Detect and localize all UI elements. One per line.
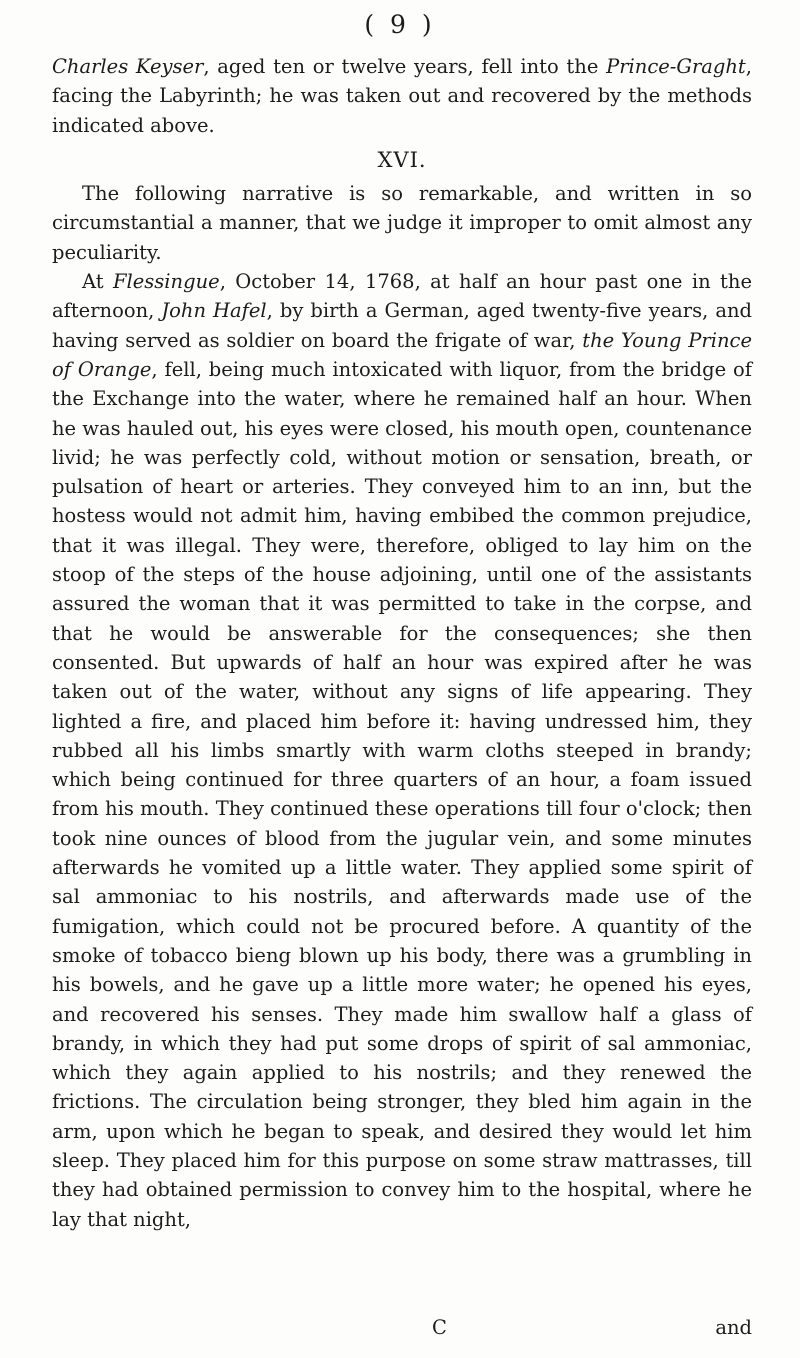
paragraph-intro: The following narrative is so remarkable, and written in so circumstantial a manner, that we judge it improper to omit almost any peculiarity. xyxy=(52,182,752,264)
text-run: At xyxy=(82,270,113,294)
place-name: Prince-Graght xyxy=(606,55,746,78)
ship-name: the Young Prince of Orange xyxy=(52,328,752,381)
person-name: John Hafel xyxy=(161,299,267,323)
catchword: and xyxy=(715,1316,752,1339)
paragraph-hafel-narrative xyxy=(52,267,752,1234)
body-text xyxy=(52,52,752,1234)
text-run: , fell, being much intoxicated with liquor, from the bridge of the Exchange into the water, where he remained half an hour. When he was hauled out, his eyes were closed, his mouth open, countenance livid; he was perfectly cold, without motion or sensation, breath, or pulsation of heart or arteries. They conveyed him to an inn, but the hostess would not admit him, having embibed the common prejudice, that it was illegal. They were, therefore, obliged to lay him on the stoop of the steps of the house adjoining, until one of the assistants assured the woman that it was permitted to take in the corpse, and that he would be answerable for the consequences; she then consented. But upwards of half an hour was expired after he was taken out of the water, without any signs of life appearing. They lighted a fire, and placed him before it: having undressed him, they rubbed all his limbs smartly with warm cloths steeped in brandy; which being continued for three quarters of an hour, a foam issued from his mouth. They continued these operations till four o'clock; then took nine ounces of blood from the jugular vein, and some minutes afterwards he vomited up a little water. They applied some spirit of sal ammoniac to his nostrils, and afterwards made use of the fumigation, which could not be procured before. A quantity of the smoke of tobacco bieng blown up his body, there was a grumbling in his bowels, and he gave up a little more water; he opened his eyes, and recovered his senses. They made him swallow half a glass of brandy, in which they had put some drops of spirit of sal ammoniac, which they again applied to his nostrils; and they renewed the frictions. The circulation being stronger, they bled him again in the arm, upon which he began to speak, and desired they would let him sleep. They placed him for this purpose on some straw mattrasses, till they had obtained permission to convey him to the hospital, where he lay that night, xyxy=(52,357,752,1231)
signature-mark: C xyxy=(432,1316,447,1339)
place-name: Flessingue xyxy=(112,270,220,294)
page-number: ( 9 ) xyxy=(364,10,436,39)
text-run: , by birth a German, aged twenty-five years, and having served as soldier on board the frigate of war, xyxy=(52,299,752,352)
text-run: , facing the Labyrinth; he was taken out and recovered by the methods indicated above. xyxy=(52,55,752,137)
section-heading: XVI. xyxy=(377,147,427,172)
paragraph-keyser xyxy=(52,52,752,140)
text-run: , October 14, 1768, at half an hour past one in the afternoon, xyxy=(52,270,752,323)
person-name: Charles Keyser xyxy=(52,55,204,78)
text-run: , aged ten or twelve years, fell into the xyxy=(203,55,607,78)
